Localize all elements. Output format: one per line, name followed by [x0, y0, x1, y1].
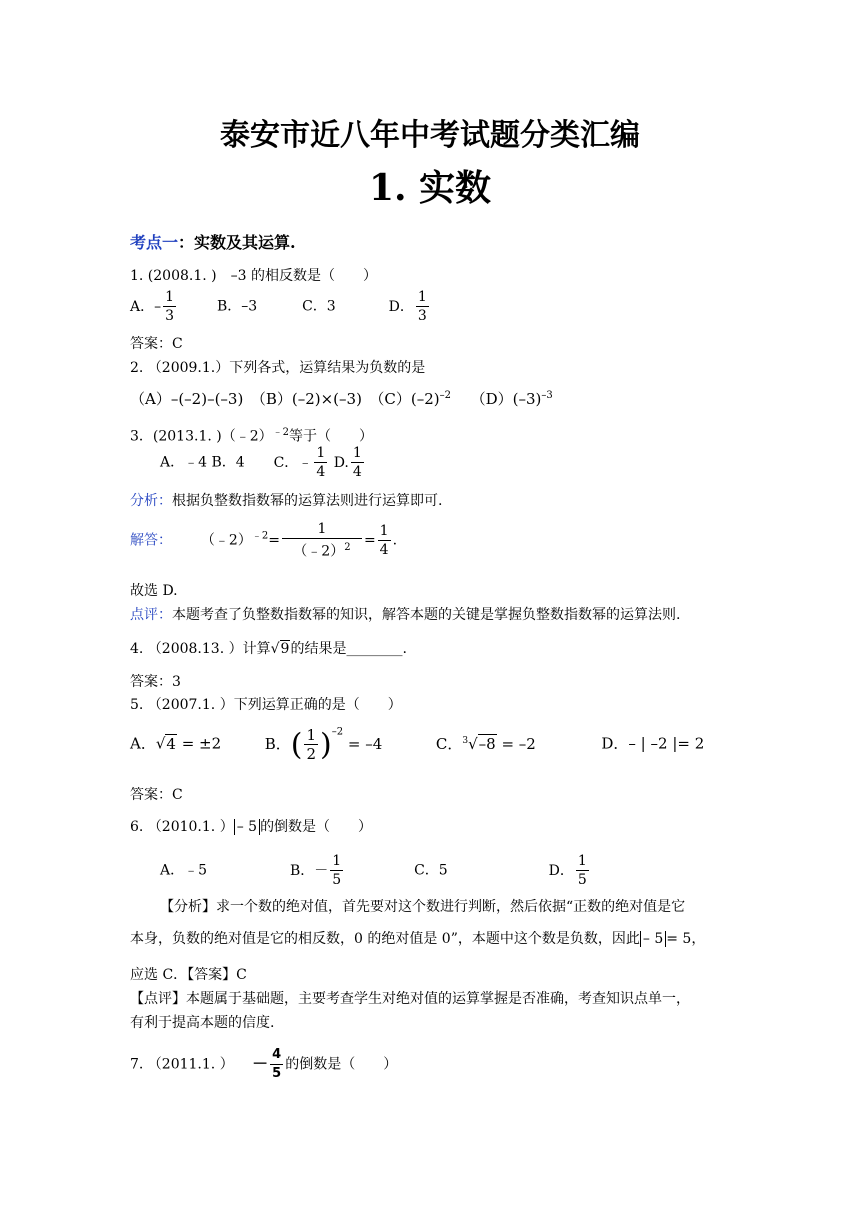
question-3-solution: 解答： （﹣2）$^{﹣2}$= $\frac{1}{(﹣2)^2}$ = $\frac{1}{4}$ .: [130, 521, 398, 560]
q6-option-c: C．5: [414, 862, 448, 879]
question-6-analysis-line-2: 本身，负数的绝对值是它的相反数，0 的绝对值是 0”，本题中这个数是负数，因此 – 5 = 5，: [130, 931, 706, 947]
q3-option-b: B．4: [211, 454, 245, 471]
q5-option-b: B．( $\frac{1}{2}$ )$^{-2}$ = –4: [264, 726, 383, 763]
q3-option-a: A．﹣4: [160, 454, 208, 471]
question-5-options: [130, 726, 704, 763]
question-1-answer: 答案：C: [130, 336, 183, 352]
question-4-answer: 答案：3: [130, 674, 181, 690]
section-heading: [130, 230, 296, 253]
chapter-title: 1. 实数: [368, 167, 492, 209]
q5-option-c: C．$^3$√–8 = –2: [435, 734, 536, 753]
q5-option-d: D．– | –2 |= 2: [601, 734, 705, 753]
q6-option-d: D． $\frac{1}{5}$: [548, 853, 587, 888]
question-5-stem: 5. （2007.1. ）下列运算正确的是（ ）: [130, 697, 402, 713]
question-6-options: [160, 852, 591, 889]
question-4-stem: 4. （2008.13. ）计算√9的结果是________.: [130, 641, 407, 657]
question-6-answer: 应选 C．【答案】C: [130, 967, 247, 983]
question-2-stem: 2. （2009.1.）下列各式，运算结果为负数的是: [130, 360, 426, 376]
q6-option-a: A．﹣5: [160, 862, 208, 879]
section-label: 考点一: [130, 233, 179, 252]
document-title: 泰安市近八年中考试题分类汇编: [220, 118, 640, 153]
q5-option-a: A．√4 = ±2: [130, 734, 222, 753]
question-6-comment-line-2: 有利于提高本题的信度.: [130, 1015, 275, 1031]
q1-option-c: C．3: [302, 298, 336, 315]
q1-option-b: B．–3: [216, 298, 258, 315]
q1-option-a: A．– $\frac{1}{3}$: [130, 289, 175, 324]
question-3-choice: 故选 D.: [130, 583, 178, 599]
q6-option-b: B．－ $\frac{1}{5}$: [289, 853, 342, 888]
question-5-answer: 答案：C: [130, 787, 183, 803]
question-7-stem: 7. （2011.1. ） － $\frac{4}{5}$ 的倒数是（ ）: [130, 1047, 398, 1081]
question-2-options: （A）–(–2)–(–3) （B）(–2)×(–3) $(C)(-2)^{-2}$ $(D)(-3)^{-3}$: [130, 390, 553, 408]
question-3-analysis: 分析：根据负整数指数幂的运算法则进行运算即可.: [130, 493, 443, 509]
question-1-options: [130, 288, 431, 325]
q3-option-d: D. $\frac{1}{4}$: [333, 445, 362, 480]
question-3-options: [160, 444, 366, 481]
question-6-analysis-line-1: 【分析】求一个数的绝对值，首先要对这个数进行判断，然后依据“正数的绝对值是它: [160, 899, 686, 915]
q3-option-c: C．﹣ $\frac{1}{4}$: [273, 445, 326, 480]
question-6-comment-line-1: 【点评】本题属于基础题，主要考查学生对绝对值的运算掌握是否准确，考查知识点单一，: [130, 991, 690, 1007]
question-6-stem: 6. （2010.1. ） – 5 的倒数是（ ）: [130, 819, 373, 835]
question-1-stem: 1. (2008.1. ) –3 的相反数是（ ）: [130, 268, 377, 284]
q1-option-d: D． $\frac{1}{3}$: [388, 289, 427, 324]
question-3-comment: 点评：本题考查了负整数指数幂的知识，解答本题的关键是掌握负整数指数幂的运算法则.: [130, 607, 681, 623]
section-title: ：实数及其运算.: [178, 233, 296, 252]
question-3-stem: 3．(2013.1. )（﹣2）$^{﹣2}$等于（ ）: [130, 427, 373, 445]
